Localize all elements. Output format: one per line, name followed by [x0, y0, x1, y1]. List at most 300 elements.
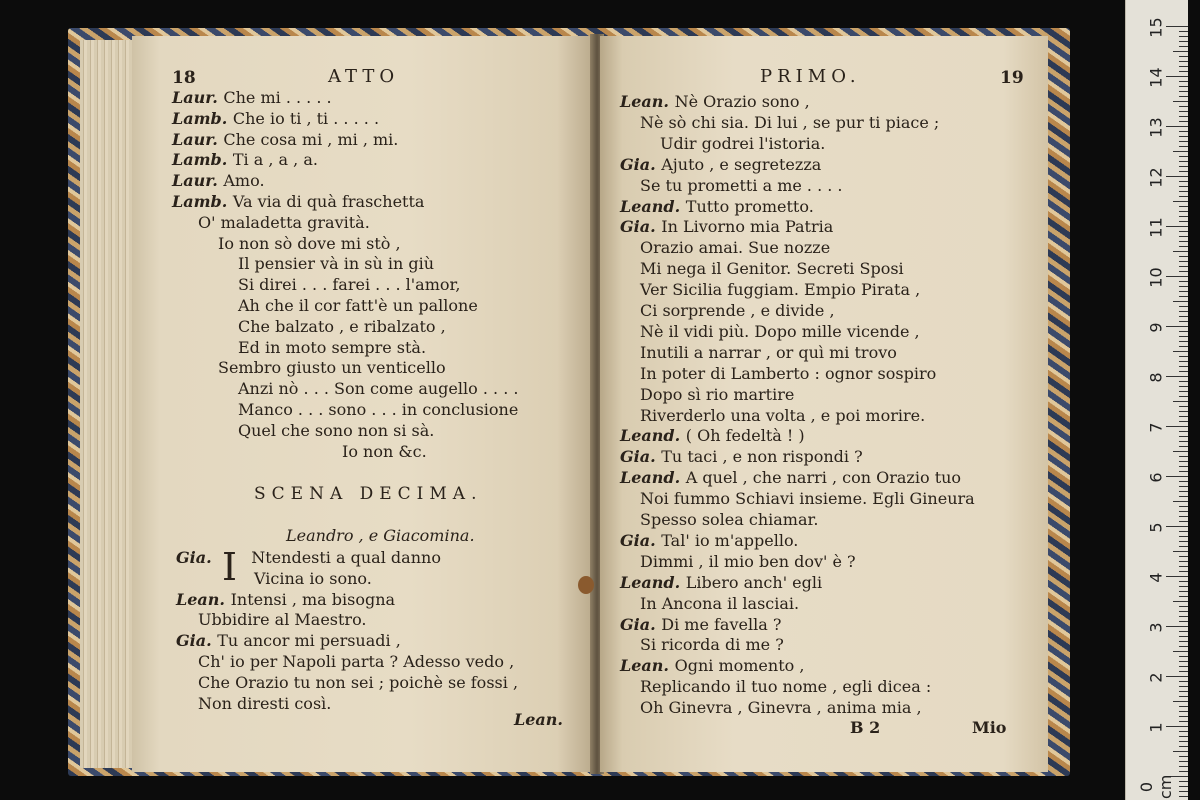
ruler-tick: [1173, 51, 1188, 52]
speaker-name: Gia.: [620, 447, 662, 467]
ruler-tick: [1179, 466, 1188, 467]
ruler-tick: [1166, 576, 1188, 577]
ruler-number: 1: [1146, 722, 1166, 733]
ruler-tick: [1179, 396, 1188, 397]
text-line: [238, 296, 478, 316]
verse-text: Ntendesti a qual danno: [251, 548, 441, 567]
ruler-tick: [1179, 61, 1188, 62]
ruler-tick: [1179, 386, 1188, 387]
ruler-tick: [1173, 551, 1188, 552]
ruler-tick: [1173, 301, 1188, 302]
ruler-tick: [1179, 756, 1188, 757]
text-line: [620, 92, 810, 112]
ruler-tick: [1166, 326, 1188, 327]
ruler-number: 13: [1146, 117, 1166, 138]
verse-text: Manco . . . sono . . . in conclusione: [238, 400, 519, 419]
ruler-tick: [1179, 116, 1188, 117]
speaker-name: Leand.: [620, 196, 686, 216]
verse-text: Ci sorprende , e divide ,: [640, 301, 835, 320]
text-line: [660, 134, 825, 154]
ruler-tick: [1179, 316, 1188, 317]
ruler-tick: [1173, 101, 1188, 102]
verse-text: Tal' io m'appello.: [661, 530, 799, 550]
verse-text: Tutto prometto.: [685, 196, 814, 216]
ruler-number: 2: [1146, 672, 1166, 683]
text-line: [238, 317, 446, 337]
ruler-tick: [1179, 246, 1188, 247]
ruler-tick: [1179, 516, 1188, 517]
ruler-tick: [1179, 206, 1188, 207]
verse-text: Noi fummo Schiavi insieme. Egli Gineura: [640, 489, 975, 509]
text-line: [218, 234, 401, 254]
text-line: [218, 358, 446, 378]
text-line: [342, 442, 427, 462]
ruler-tick: [1179, 421, 1188, 422]
ruler-tick: [1179, 356, 1188, 357]
ruler-tick: [1179, 631, 1188, 632]
ruler-tick: [1173, 701, 1188, 702]
verse-text: Ch' io per Napoli parta ? Adesso vedo ,: [198, 652, 515, 671]
text-line: [640, 406, 925, 426]
text-line: [620, 197, 814, 217]
ruler-tick: [1179, 241, 1188, 242]
verse-text: Si ricorda di me ?: [640, 635, 784, 655]
ruler-tick: [1179, 286, 1188, 287]
ruler-number: 6: [1146, 472, 1166, 483]
verse-text: Udir godrei l'istoria.: [660, 133, 826, 153]
ruler-tick: [1179, 381, 1188, 382]
text-line: [176, 631, 401, 651]
left-page: [132, 36, 594, 772]
ruler-tick: [1173, 751, 1188, 752]
ruler-tick: [1179, 681, 1188, 682]
ruler-tick: [1179, 436, 1188, 437]
ruler-tick: [1179, 86, 1188, 87]
ruler-tick: [1179, 391, 1188, 392]
ruler-number: 15: [1146, 17, 1166, 38]
scene-title: SCENA DECIMA.: [254, 484, 483, 504]
text-line: [640, 176, 843, 196]
text-line: [620, 656, 804, 676]
ruler-tick: [1179, 506, 1188, 507]
ruler-tick: [1166, 126, 1188, 127]
text-line: [238, 379, 518, 399]
ruler-tick: [1179, 131, 1188, 132]
verse-text: Che Orazio tu non sei ; poichè se fossi ,: [198, 672, 519, 692]
ruler-tick: [1179, 786, 1188, 787]
speaker-name: Lean.: [620, 92, 675, 111]
text-line: [254, 569, 372, 589]
text-line: [238, 254, 434, 274]
ruler-tick: [1179, 41, 1188, 42]
ruler-tick: [1179, 556, 1188, 557]
ruler-tick: [1179, 486, 1188, 487]
ruler-tick: [1179, 266, 1188, 267]
text-line: [640, 238, 830, 258]
measurement-ruler: [1125, 0, 1188, 800]
verse-text: Si direi . . . farei . . . l'amor,: [238, 275, 461, 295]
ruler-tick: [1179, 211, 1188, 212]
text-line: [198, 673, 518, 693]
speaker-name: Lamb.: [172, 150, 233, 170]
ruler-tick: [1179, 646, 1188, 647]
ruler-tick: [1179, 31, 1188, 32]
ruler-tick: [1179, 736, 1188, 737]
ruler-tick: [1179, 471, 1188, 472]
ruler-tick: [1166, 176, 1188, 177]
ruler-tick: [1179, 716, 1188, 717]
ruler-tick: [1179, 306, 1188, 307]
ruler-tick: [1179, 271, 1188, 272]
running-head: PRIMO.: [760, 66, 861, 87]
text-line: [238, 275, 461, 295]
verse-text: Dimmi , il mio ben dov' è ?: [640, 551, 856, 571]
ruler-tick: [1179, 571, 1188, 572]
ruler-number: 7: [1146, 422, 1166, 433]
ruler-tick: [1179, 256, 1188, 257]
ruler-tick: [1179, 171, 1188, 172]
ruler-tick: [1166, 476, 1188, 477]
text-line: [238, 338, 426, 358]
ruler-tick: [1179, 196, 1188, 197]
ruler-tick: [1179, 711, 1188, 712]
ruler-tick: [1179, 156, 1188, 157]
ruler-tick: [1179, 621, 1188, 622]
ruler-tick: [1179, 121, 1188, 122]
text-line: [640, 301, 835, 321]
speaker-name: Leand.: [620, 468, 686, 488]
ruler-tick: [1179, 581, 1188, 582]
ruler-tick: [1179, 546, 1188, 547]
text-line: [172, 88, 332, 108]
ruler-tick: [1173, 201, 1188, 202]
verse-text: Quel che sono non si sà.: [238, 420, 435, 440]
speaker-name: Gia.: [176, 631, 218, 651]
ruler-number: 11: [1146, 217, 1166, 238]
ruler-tick: [1179, 706, 1188, 707]
speaker-name: Gia.: [620, 614, 662, 634]
verse-text: Che mi . . . . .: [223, 88, 332, 107]
verse-text: Ver Sicilia fuggiam. Empio Pirata ,: [640, 280, 921, 300]
text-line: [640, 677, 931, 697]
verse-text: Va via di quà fraschetta: [232, 192, 425, 211]
text-line: [620, 615, 781, 635]
ruler-tick: [1179, 311, 1188, 312]
ruler-tick: [1179, 221, 1188, 222]
ruler-tick: [1179, 561, 1188, 562]
verse-text: Che balzato , e ribalzato ,: [238, 316, 446, 336]
ruler-tick: [1179, 296, 1188, 297]
ruler-tick: [1173, 151, 1188, 152]
verse-text: In poter di Lamberto : ognor sospiro: [640, 363, 937, 383]
ruler-tick: [1166, 676, 1188, 677]
ruler-tick: [1179, 606, 1188, 607]
verse-text: Anzi nò . . . Son come augello . . . .: [238, 379, 519, 399]
ruler-tick: [1179, 111, 1188, 112]
ruler-tick: [1179, 166, 1188, 167]
verse-text: Io non sò dove mi stò ,: [218, 233, 401, 253]
text-line: [176, 548, 441, 568]
verse-text: Ti a , a , a.: [232, 150, 318, 170]
text-line: [640, 113, 939, 133]
verse-text: Ajuto , e segretezza: [661, 154, 822, 174]
verse-text: Intensi , ma bisogna: [230, 589, 396, 609]
ruler-tick: [1173, 651, 1188, 652]
ruler-number: 3: [1146, 622, 1166, 633]
speaker-name: Laur.: [172, 129, 224, 149]
scene-characters: Leandro , e Giacomina.: [286, 526, 475, 545]
ruler-tick: [1179, 71, 1188, 72]
text-line: [198, 652, 514, 672]
verse-text: Che cosa mi , mi , mi.: [223, 129, 399, 149]
verse-text: In Livorno mia Patria: [661, 217, 834, 237]
ruler-tick: [1179, 146, 1188, 147]
text-line: [198, 694, 331, 714]
ruler-tick: [1179, 411, 1188, 412]
page-stack-edge: [80, 40, 136, 768]
text-line: [172, 130, 398, 150]
ruler-tick: [1166, 526, 1188, 527]
text-line: [640, 259, 904, 279]
ruler-tick: [1179, 141, 1188, 142]
speaker-name: Lean.: [620, 656, 675, 676]
ruler-number: 4: [1146, 572, 1166, 583]
speaker-name: Laur.: [172, 171, 224, 191]
text-line: [640, 635, 784, 655]
catchword: Mio: [972, 718, 1007, 737]
ruler-tick: [1179, 216, 1188, 217]
ruler-tick: [1179, 231, 1188, 232]
ruler-tick: [1179, 586, 1188, 587]
ruler-tick: [1179, 441, 1188, 442]
text-line: [640, 552, 856, 572]
verse-text: A quel , che narri , con Orazio tuo: [685, 468, 962, 488]
text-line: [620, 447, 863, 467]
ruler-tick: [1179, 161, 1188, 162]
ruler-number: 0 cm: [1137, 774, 1175, 799]
ruler-tick: [1179, 361, 1188, 362]
text-line: [620, 531, 798, 551]
verse-text: Tu ancor mi persuadi ,: [217, 631, 401, 651]
ruler-tick: [1179, 761, 1188, 762]
ruler-tick: [1179, 791, 1188, 792]
ruler-tick: [1166, 276, 1188, 277]
text-line: [238, 421, 434, 441]
ruler-tick: [1166, 26, 1188, 27]
text-line: [198, 610, 367, 630]
ruler-tick: [1179, 346, 1188, 347]
ruler-tick: [1179, 321, 1188, 322]
speaker-name: Gia.: [620, 217, 662, 237]
text-line: [620, 468, 961, 488]
ruler-tick: [1179, 366, 1188, 367]
ruler-tick: [1179, 536, 1188, 537]
ruler-tick: [1179, 636, 1188, 637]
verse-text: Nè sò chi sia. Di lui , se pur ti piace ;: [640, 112, 940, 132]
speaker-name: Laur.: [172, 88, 224, 107]
ruler-tick: [1166, 76, 1188, 77]
text-line: [640, 594, 799, 614]
ruler-tick: [1179, 106, 1188, 107]
ruler-tick: [1179, 796, 1188, 797]
verse-text: Orazio amai. Sue nozze: [640, 238, 831, 258]
ruler-tick: [1173, 251, 1188, 252]
verse-text: Nè Orazio sono ,: [674, 92, 810, 111]
text-line: [640, 489, 975, 509]
ruler-tick: [1179, 66, 1188, 67]
ruler-tick: [1173, 351, 1188, 352]
ruler-tick: [1179, 456, 1188, 457]
speaker-name: Gia.: [620, 530, 662, 550]
verse-text: Tu taci , e non rispondi ?: [661, 447, 863, 467]
ruler-tick: [1173, 401, 1188, 402]
verse-text: Ed in moto sempre stà.: [238, 337, 427, 357]
text-line: [640, 698, 922, 718]
text-line: [640, 343, 897, 363]
ruler-tick: [1179, 491, 1188, 492]
ruler-tick: [1179, 771, 1188, 772]
ruler-tick: [1179, 721, 1188, 722]
ruler-tick: [1166, 426, 1188, 427]
ruler-tick: [1179, 741, 1188, 742]
text-line: [620, 217, 833, 237]
ruler-tick: [1179, 181, 1188, 182]
ruler-tick: [1179, 766, 1188, 767]
page-number: 18: [172, 68, 196, 88]
ruler-tick: [1179, 91, 1188, 92]
ruler-tick: [1179, 666, 1188, 667]
speaker-name: Lamb.: [172, 108, 233, 128]
ruler-tick: [1179, 686, 1188, 687]
ruler-tick: [1179, 496, 1188, 497]
ruler-tick: [1179, 56, 1188, 57]
drop-cap: I: [222, 545, 238, 589]
ruler-tick: [1179, 331, 1188, 332]
verse-text: Amo.: [223, 171, 265, 191]
speaker-name: Gia.: [620, 154, 662, 174]
verse-text: Nè il vidi più. Dopo mille vicende ,: [640, 321, 920, 341]
speaker-name: Gia.: [176, 548, 218, 567]
page-number: 19: [1000, 68, 1024, 88]
ruler-tick: [1179, 596, 1188, 597]
ruler-number: 9: [1146, 322, 1166, 333]
ruler-tick: [1179, 461, 1188, 462]
ruler-tick: [1166, 626, 1188, 627]
text-line: [640, 322, 920, 342]
ruler-number: 12: [1146, 167, 1166, 188]
ruler-number: 8: [1146, 372, 1166, 383]
ruler-tick: [1166, 226, 1188, 227]
running-head: ATTO: [328, 66, 400, 87]
ruler-tick: [1179, 96, 1188, 97]
ruler-tick: [1179, 431, 1188, 432]
verse-text: Ah che il cor fatt'è un pallone: [238, 296, 478, 315]
right-page: [600, 36, 1048, 772]
text-line: [640, 385, 794, 405]
text-line: [620, 426, 805, 446]
verse-text: O' maladetta gravità.: [198, 212, 370, 232]
ruler-tick: [1179, 731, 1188, 732]
verse-text: Il pensier và in sù in giù: [238, 254, 435, 274]
catchword: Lean.: [514, 710, 563, 729]
verse-text: Spesso solea chiamar.: [640, 510, 819, 529]
ruler-tick: [1179, 541, 1188, 542]
ruler-tick: [1179, 611, 1188, 612]
ruler-tick: [1179, 511, 1188, 512]
speaker-name: Lamb.: [172, 192, 233, 211]
verse-text: Se tu prometti a me . . . .: [640, 175, 843, 195]
verse-text: Che io ti , ti . . . . .: [232, 108, 380, 128]
ruler-tick: [1179, 46, 1188, 47]
text-line: [620, 155, 821, 175]
ruler-tick: [1179, 671, 1188, 672]
text-line: [238, 400, 518, 420]
ruler-tick: [1179, 616, 1188, 617]
ruler-tick: [1179, 416, 1188, 417]
ruler-tick: [1179, 261, 1188, 262]
ruler-tick: [1179, 291, 1188, 292]
verse-text: Sembro giusto un venticello: [218, 358, 446, 378]
verse-text: Di me favella ?: [661, 614, 782, 634]
text-line: [172, 150, 318, 170]
signature-mark: B 2: [850, 718, 881, 737]
ruler-tick: [1173, 451, 1188, 452]
ruler-tick: [1179, 341, 1188, 342]
speaker-name: Leand.: [620, 572, 686, 592]
ruler-tick: [1179, 186, 1188, 187]
text-line: [640, 510, 818, 530]
ruler-tick: [1179, 696, 1188, 697]
verse-text: Ubbidire al Maestro.: [198, 610, 367, 630]
text-line: [620, 573, 822, 593]
text-line: [172, 171, 265, 191]
ruler-tick: [1179, 36, 1188, 37]
page-stain: [578, 576, 594, 594]
text-line: [176, 590, 395, 610]
ruler-tick: [1179, 746, 1188, 747]
verse-text: In Ancona il lasciai.: [640, 593, 800, 613]
verse-text: Mi nega il Genitor. Secreti Sposi: [640, 259, 904, 279]
ruler-tick: [1179, 281, 1188, 282]
ruler-tick: [1179, 566, 1188, 567]
ruler-tick: [1179, 406, 1188, 407]
verse-text: Io non &c.: [342, 441, 427, 461]
ruler-tick: [1179, 191, 1188, 192]
ruler-tick: [1179, 481, 1188, 482]
ruler-tick: [1173, 501, 1188, 502]
ruler-tick: [1179, 661, 1188, 662]
verse-text: Vicina io sono.: [254, 568, 372, 588]
text-line: [198, 213, 370, 233]
verse-text: Ogni momento ,: [674, 656, 805, 676]
speaker-name: Leand.: [620, 426, 686, 446]
ruler-tick: [1179, 236, 1188, 237]
ruler-number: 10: [1146, 267, 1166, 288]
text-line: [640, 280, 920, 300]
ruler-tick: [1166, 376, 1188, 377]
verse-text: Oh Ginevra , Ginevra , anima mia ,: [640, 698, 922, 718]
text-line: [172, 192, 424, 212]
ruler-tick: [1179, 641, 1188, 642]
verse-text: Dopo sì rio martire: [640, 384, 795, 404]
ruler-tick: [1179, 336, 1188, 337]
speaker-name: Lean.: [176, 589, 231, 609]
verse-text: Replicando il tuo nome , egli dicea :: [640, 677, 932, 697]
verse-text: Non diresti così.: [198, 693, 332, 713]
text-line: [640, 364, 936, 384]
ruler-number: 14: [1146, 67, 1166, 88]
ruler-tick: [1173, 601, 1188, 602]
